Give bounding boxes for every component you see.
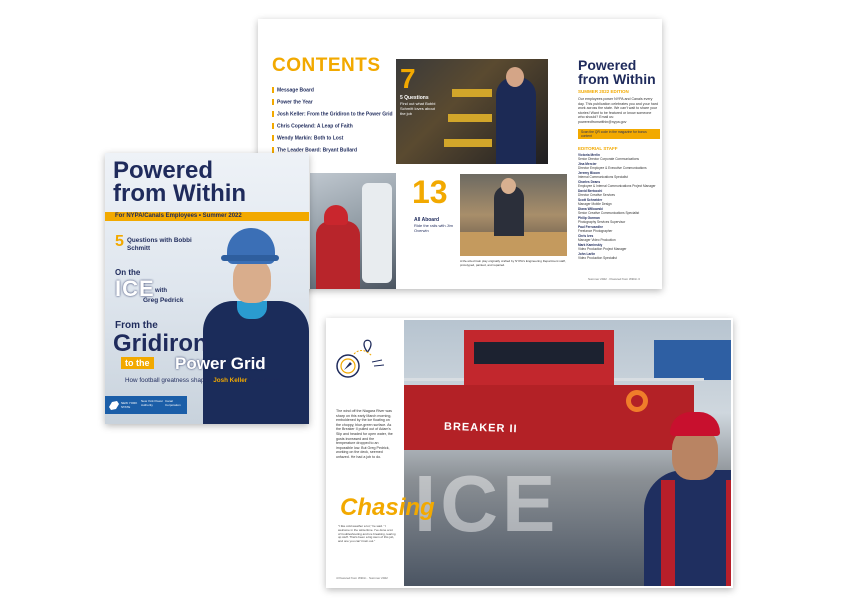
headline-chasing: Chasing [340,494,435,521]
feature-page-number: 7 [400,63,416,94]
technician-photo [310,173,396,289]
compass-icon [328,326,388,386]
logo-canal: Canal Corporation [165,399,181,407]
cover-with: with [155,288,167,294]
staff-role: Internal Communications Specialist [578,175,628,179]
photo-caption: A life-sized train play originally crafted by NYPA's Engineering Department staff, prototyped, painted, and repaired. [460,259,566,267]
staff-name: Mark Kaminskiy [578,243,603,247]
staff-role: Director Employee & Executive Communications [578,166,647,170]
staff-name: Scott Schneider [578,198,603,202]
logo-nypa: New York Power Authority [141,399,164,407]
cover-q5-text: Questions with Bobbi Schmitt [127,237,192,252]
staff-role: Senior Creative Communications Specialist [578,211,640,215]
article-quote: "I like cold weather a lot," he said. "I welcome in the wintertime. I've done a lot of troubleshooting and ice breaking, tearing up stuff. That's been a big stem of this job, and one you can't train out." [338,524,396,544]
staff-name: Charles Deans [578,180,601,184]
edition-label: SUMMER 2022 EDITION [578,89,629,94]
boat-name: BREAKER II [443,420,518,436]
cover-ice: ICE [115,276,155,301]
toc-item: Message Board [272,87,314,93]
toc-item: Josh Keller: From the Gridiron to the Power Grid [272,111,393,117]
staff-heading: EDITORIAL STAFF [578,146,618,151]
staff-name: Jeremy Bloom [578,171,600,175]
qr-callout: Scan the QR code in the magazine for bonus content [578,129,660,139]
masthead-title: Powered from Within [578,57,656,87]
page-folio: Summer 2022 · Powered from Within 3 [588,277,640,281]
staff-name: Paul Ferrusedhe [578,225,603,229]
cover-title: Powered from Within [113,157,247,207]
staff-role: Director Creative Services [578,193,616,197]
contents-heading: CONTENTS [272,55,381,76]
cover-on-the: On the [115,268,141,277]
cover-q5-number: 5 [115,233,124,250]
staff-role: Senior Director Corporate Communications [578,157,639,161]
page-folio: 4 Powered from Within · Summer 2022 [336,576,388,580]
staff-name: John Larlin [578,252,596,256]
toc-item: Chris Copeland: A Leap of Faith [272,123,353,129]
article-body: The wind off the Niagara River was sharp on this early March morning, emboldened by the ice floating on the choppy, blue-green surface. As the Breaker II pulled out of Adam's Slip and headed for open water, the gusts increased and the temperature dropped to an impossible low. But Greg Pedrick, working on the deck, seemed unfazed. He had a job to do. [336,409,393,459]
cover-greg-name: Greg Pedrick [143,297,184,304]
staff-role: Photography Services Supervisor [578,220,626,224]
train-model-photo [460,174,567,256]
feature-caption: 5 Questions Find out what Bobbi Schmitt loves about the job [400,95,436,116]
toc-item: The Leader Board: Bryant Bullard [272,147,357,153]
staff-name: Diana Wilkowski [578,207,603,211]
staff-role: Employee & Internal Communications Project Manager [578,184,656,188]
cover-photo-worker [185,225,309,424]
feature-spread [326,318,733,588]
staff-name: Jina Mercier [578,162,597,166]
magazine-cover [105,153,309,424]
masthead-intro: Our employees power NYPA and Canals every day. This publication celebrates you and your hard work across the state. We can't wait to share your stories! Want to be featured or know someone who should? Email us: poweredfromwithin@nypa.gov [578,97,658,124]
contents-spread [258,19,662,289]
cover-power-grid: Power Grid [175,354,266,373]
staff-role: Freelance Photographer [578,229,613,233]
logo-state: NEW YORK STATE [121,401,138,409]
cover-from-the: From the [115,320,158,331]
cover-to-the: to the [121,357,154,369]
nys-map-icon [108,399,120,411]
staff-name: Philip Gorman [578,216,600,220]
all-aboard-caption: All Aboard Ride the rails with Jim Overwin [414,217,453,233]
nypa-logo-bar [105,396,187,414]
cover-tagline: How football greatness shaped Josh Keller for success [125,377,281,384]
toc-item: Power the Year [272,99,313,105]
staff-role: Manager Video Production [578,238,616,242]
staff-name: David Bertocchi [578,189,603,193]
headline-ice: ICE [414,459,560,548]
cover-gridiron: Gridiron [113,330,208,357]
staff-name: Chris Ives [578,234,594,238]
staff-name: Victoria Merlin [578,153,600,157]
all-aboard-page-number: 13 [412,174,448,210]
staff-role: Video Production Project Manager [578,247,627,251]
staff-role: Video Production Specialist [578,256,617,260]
staff-role: Manager Mobile Design [578,202,612,206]
cover-subtitle: For NYPA/Canals Employees • Summer 2022 [115,213,242,219]
toc-item: Wendy Markin: Both to Lost [272,135,343,141]
